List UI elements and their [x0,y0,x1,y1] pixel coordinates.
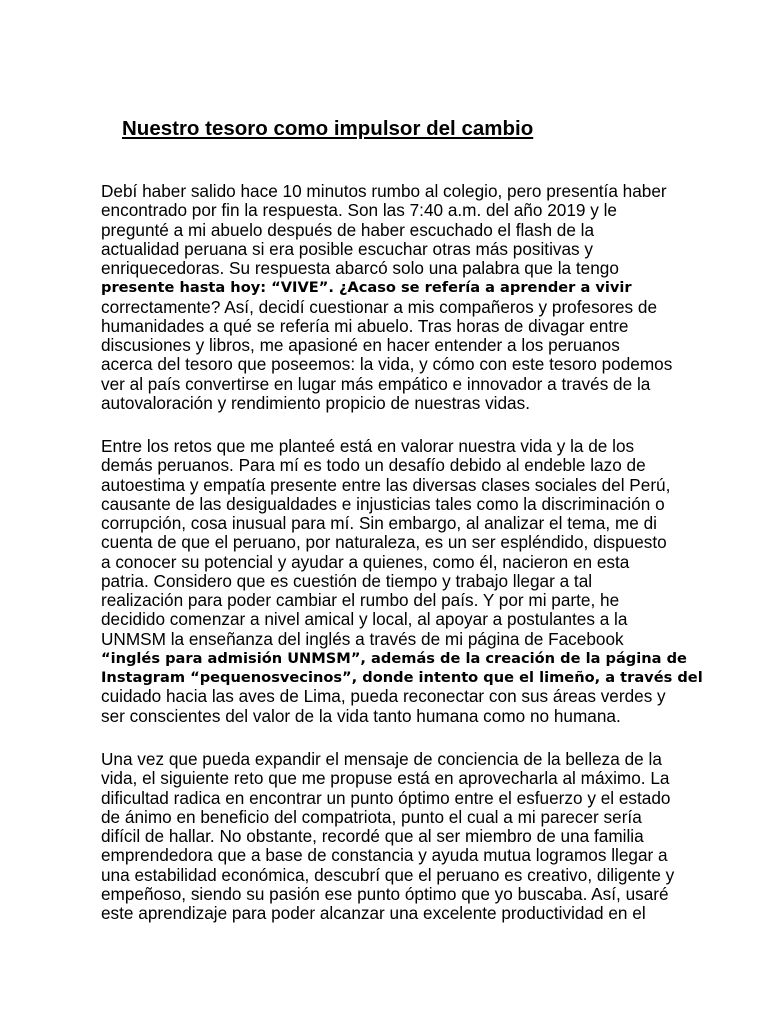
text-line: una estabilidad económica, descubrí que el peruano es creativo, diligente y [101,864,675,885]
text-line: presente hasta hoy: “VIVE”. ¿Acaso se refería a aprender a vivir [101,279,632,297]
text-line: corrupción, cosa inusual para mí. Sin embargo, al analizar el tema, me di [101,513,658,533]
text-line: actualidad peruana si era posible escuchar otras más positivas y [101,238,594,259]
text-line: encontrado por fin la respuesta. Son las 7:40 a.m. del año 2019 y le [101,200,617,221]
text-line: vida, el siguiente reto que me propuse está en aprovecharla al máximo. La [101,768,670,789]
paragraph-3 [101,750,741,923]
text-line: correctamente? Así, decidí cuestionar a mis compañeros y profesores de [101,296,657,317]
text-line: demás peruanos. Para mí es todo un desafío debido al endeble lazo de [101,455,646,476]
text-line: emprendedora que a base de constancia y ayuda mutua logramos llegar a [101,845,668,866]
text-line: a conocer su potencial y ayudar a quienes, como él, nacieron en esta [101,551,630,572]
text-line: Instagram “pequenosvecinos”, donde intento que el limeño, a través del [101,669,703,686]
text-line: ser conscientes del valor de la vida tanto humana como no humana. [101,705,621,726]
text-line: de ánimo en beneficio del compatriota, punto el cual a mi parecer sería [101,806,642,827]
text-line: Debí haber salido hace 10 minutos rumbo al colegio, pero presentía haber [101,181,667,201]
text-line: “inglés para admisión UNMSM”, además de la creación de la página de [101,649,687,667]
text-line: acerca del tesoro que poseemos: la vida, y cómo con este tesoro podemos [101,354,673,375]
text-line: dificultad radica en encontrar un punto óptimo entre el esfuerzo y el estado [101,787,671,808]
text-line: UNMSM la enseñanza del inglés a través de mi página de Facebook [101,628,624,649]
text-line: Entre los retos que me planteé está en valorar nuestra vida y la de los [101,436,635,456]
text-line: patria. Considero que es cuestión de tiempo y trabajo llegar a tal [101,570,593,591]
text-line: pregunté a mi abuelo después de haber escuchado el flash de la [101,219,595,240]
text-line: ver al país convertirse en lugar más empático e innovador a través de la [101,373,651,394]
text-line: cuidado hacia las aves de Lima, pueda reconectar con sus áreas verdes y [101,686,666,707]
text-line: este aprendizaje para poder alcanzar una excelente productividad en el [101,903,646,923]
text-line: realización para poder cambiar el rumbo del país. Y por mi parte, he [101,590,620,610]
paragraph-1 [101,182,741,413]
text-line: Una vez que pueda expandir el mensaje de conciencia de la belleza de la [101,749,662,769]
document-title: Nuestro tesoro como impulsor del cambio [122,117,534,140]
text-line: autovaloración y rendimiento propicio de nuestras vidas. [101,392,530,413]
text-line: autoestima y empatía presente entre las diversas clases sociales del Perú, [101,474,671,495]
text-line: discusiones y libros, me apasioné en hacer entender a los peruanos [101,335,620,355]
text-line: difícil de hallar. No obstante, recordé que al ser miembro de una familia [101,826,644,846]
text-line: decidido comenzar a nivel amical y local, al apoyar a postulantes a la [101,609,628,630]
text-line: humanidades a qué se refería mi abuelo. Tras horas de divagar entre [101,315,629,336]
text-line: enriquecedoras. Su respuesta abarcó solo una palabra que la tengo [101,258,619,278]
text-line: causante de las desigualdades e injusticias tales como la discriminación o [101,493,665,514]
text-line: empeñoso, siendo su pasión ese punto óptimo que yo buscaba. Así, usaré [101,883,669,904]
text-line: cuenta de que el peruano, por naturaleza, es un ser espléndido, dispuesto [101,532,667,553]
paragraph-2 [101,437,741,726]
